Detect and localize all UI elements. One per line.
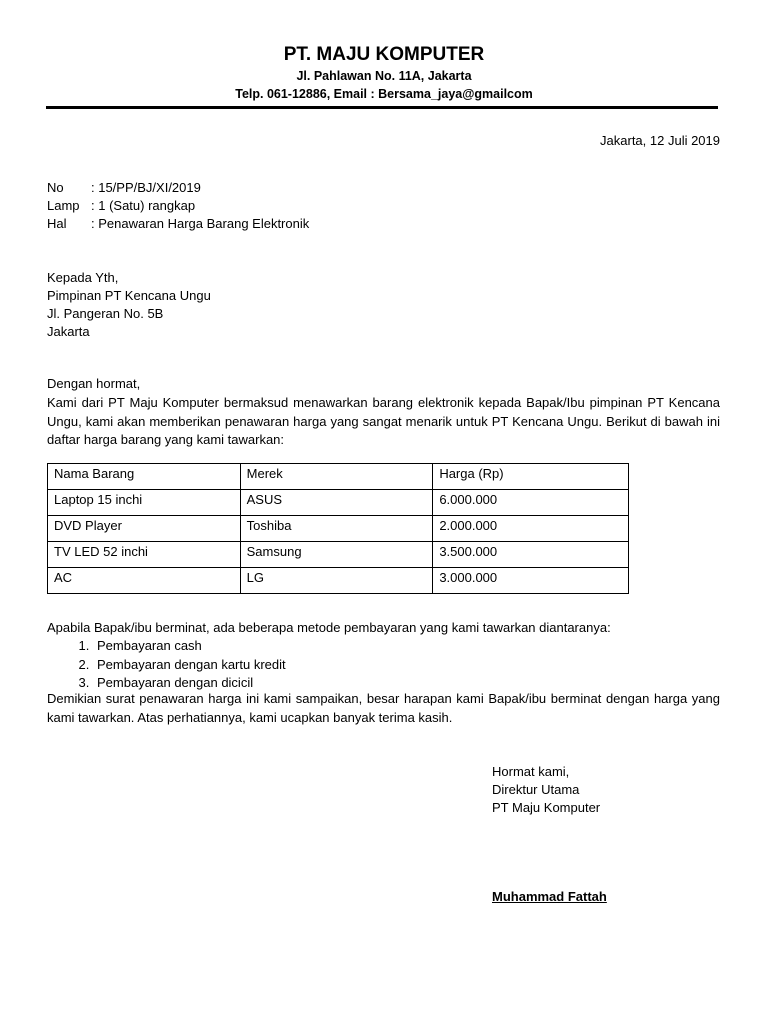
list-item: 2. Pembayaran dengan kartu kredit: [93, 656, 286, 675]
company-address: Jl. Pahlawan No. 11A, Jakarta: [296, 69, 472, 83]
table-header-cell: Merek: [240, 464, 433, 490]
signature-line: Hormat kami,: [492, 764, 570, 779]
table-cell: ASUS: [240, 490, 433, 516]
table-header-row: [48, 464, 629, 490]
payment-methods-list: [47, 637, 286, 693]
company-contact: Telp. 061-12886, Email : Bersama_jaya@gmailcom: [235, 87, 533, 101]
table-cell: TV LED 52 inchi: [48, 542, 241, 568]
payment-intro: Apabila Bapak/ibu berminat, ada beberapa metode pembayaran yang kami tawarkan diantaranya:: [47, 620, 611, 635]
recipient-line: Jl. Pangeran No. 5B: [47, 306, 164, 321]
table-cell: DVD Player: [48, 516, 241, 542]
table-row: [48, 568, 629, 594]
intro-paragraph: Kami dari PT Maju Komputer bermaksud menawarkan barang elektronik kepada Bapak/Ibu pimpinan PT Kencana Ungu, kami akan memberikan penawaran harga yang sangat menarik untuk PT Kencana Ungu. Berikut di bawah ini daftar harga barang yang kami tawarkan:: [47, 395, 720, 447]
meta-hal: [47, 216, 309, 231]
signature-line: Direktur Utama: [492, 782, 580, 797]
greeting: Dengan hormat,: [47, 376, 141, 391]
closing-paragraph: Demikian surat penawaran harga ini kami sampaikan, besar harapan kami Bapak/ibu berminat dengan harga yang kami tawarkan. Atas perhatiannya, kami ucapkan banyak terima kasih.: [47, 691, 720, 725]
table-cell: Samsung: [240, 542, 433, 568]
price-table: [47, 463, 629, 594]
recipient-line: Pimpinan PT Kencana Ungu: [47, 288, 211, 303]
recipient-line: Jakarta: [47, 324, 90, 339]
table-cell: LG: [240, 568, 433, 594]
meta-no: [47, 180, 201, 195]
table-header-cell: Harga (Rp): [433, 464, 629, 490]
table-cell: Laptop 15 inchi: [48, 490, 241, 516]
meta-lamp: [47, 198, 195, 213]
list-item: 3. Pembayaran dengan dicicil: [93, 674, 286, 693]
table-cell: Toshiba: [240, 516, 433, 542]
company-name: PT. MAJU KOMPUTER: [283, 44, 485, 65]
list-item: 1. Pembayaran cash: [93, 637, 286, 656]
signatory-name: Muhammad Fattah: [492, 889, 607, 904]
meta-key: Lamp: [47, 198, 80, 213]
meta-key: No: [47, 180, 64, 195]
table-cell: 3.000.000: [433, 568, 629, 594]
letter-date: Jakarta, 12 Juli 2019: [600, 133, 720, 148]
meta-value: : Penawaran Harga Barang Elektronik: [91, 216, 310, 231]
table-cell: AC: [48, 568, 241, 594]
signature-line: PT Maju Komputer: [492, 800, 601, 815]
meta-value: : 1 (Satu) rangkap: [91, 198, 196, 213]
meta-key: Hal: [47, 216, 67, 231]
table-row: [48, 542, 629, 568]
recipient-line: Kepada Yth,: [47, 270, 119, 285]
meta-value: : 15/PP/BJ/XI/2019: [91, 180, 201, 195]
table-row: [48, 490, 629, 516]
header-divider: [46, 106, 718, 109]
table-row: [48, 516, 629, 542]
table-cell: 2.000.000: [433, 516, 629, 542]
table-cell: 3.500.000: [433, 542, 629, 568]
table-cell: 6.000.000: [433, 490, 629, 516]
table-header-cell: Nama Barang: [48, 464, 241, 490]
